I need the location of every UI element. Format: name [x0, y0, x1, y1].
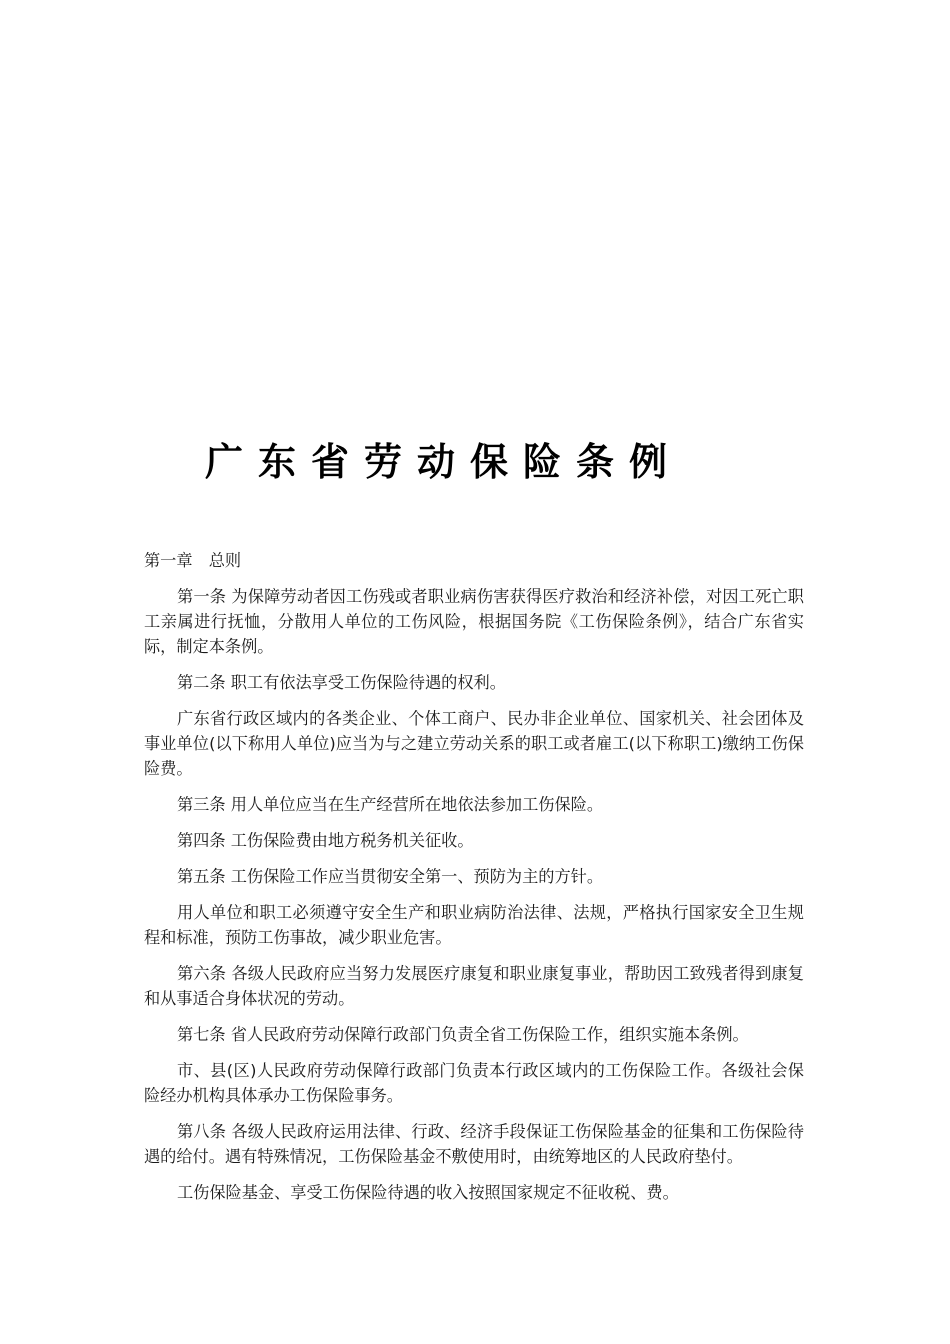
article-8-paragraph-2: 工伤保险基金、享受工伤保险待遇的收入按照国家规定不征收税、费。 [177, 1183, 679, 1202]
article-7: 第七条 省人民政府劳动保障行政部门负责全省工伤保险工作，组织实施本条例。 [177, 1025, 749, 1044]
document-title: 广东省劳动保险条例 [205, 440, 683, 484]
article-7-paragraph-2: 市、县(区)人民政府劳动保障行政部门负责本行政区域内的工伤保险工作。各级社会保险经办机构具体承办工伤保险事务。 [144, 1061, 804, 1105]
article-2: 第二条 职工有依法享受工伤保险待遇的权利。 [177, 673, 506, 692]
article-4: 第四条 工伤保险费由地方税务机关征收。 [177, 831, 474, 850]
document-body [144, 548, 804, 1216]
article-8: 第八条 各级人民政府运用法律、行政、经济手段保证工伤保险基金的征集和工伤保险待遇的给付。遇有特殊情况，工伤保险基金不敷使用时，由统筹地区的人民政府垫付。 [144, 1122, 804, 1166]
article-5: 第五条 工伤保险工作应当贯彻安全第一、预防为主的方针。 [177, 867, 604, 886]
article-1: 第一条 为保障劳动者因工伤残或者职业病伤害获得医疗救治和经济补偿，对因工死亡职工亲属进行抚恤，分散用人单位的工伤风险，根据国务院《工伤保险条例》，结合广东省实际，制定本条例。 [144, 587, 804, 656]
article-6: 第六条 各级人民政府应当努力发展医疗康复和职业康复事业，帮助因工致残者得到康复和从事适合身体状况的劳动。 [144, 964, 804, 1008]
article-5-paragraph-2: 用人单位和职工必须遵守安全生产和职业病防治法律、法规，严格执行国家安全卫生规程和标准，预防工伤事故，减少职业危害。 [144, 903, 804, 947]
chapter-heading: 第一章 总则 [144, 551, 242, 570]
article-3: 第三条 用人单位应当在生产经营所在地依法参加工伤保险。 [177, 795, 604, 814]
article-2-paragraph-2: 广东省行政区域内的各类企业、个体工商户、民办非企业单位、国家机关、社会团体及事业单位(以下称用人单位)应当为与之建立劳动关系的职工或者雇工(以下称职工)缴纳工伤保险费。 [144, 709, 804, 778]
